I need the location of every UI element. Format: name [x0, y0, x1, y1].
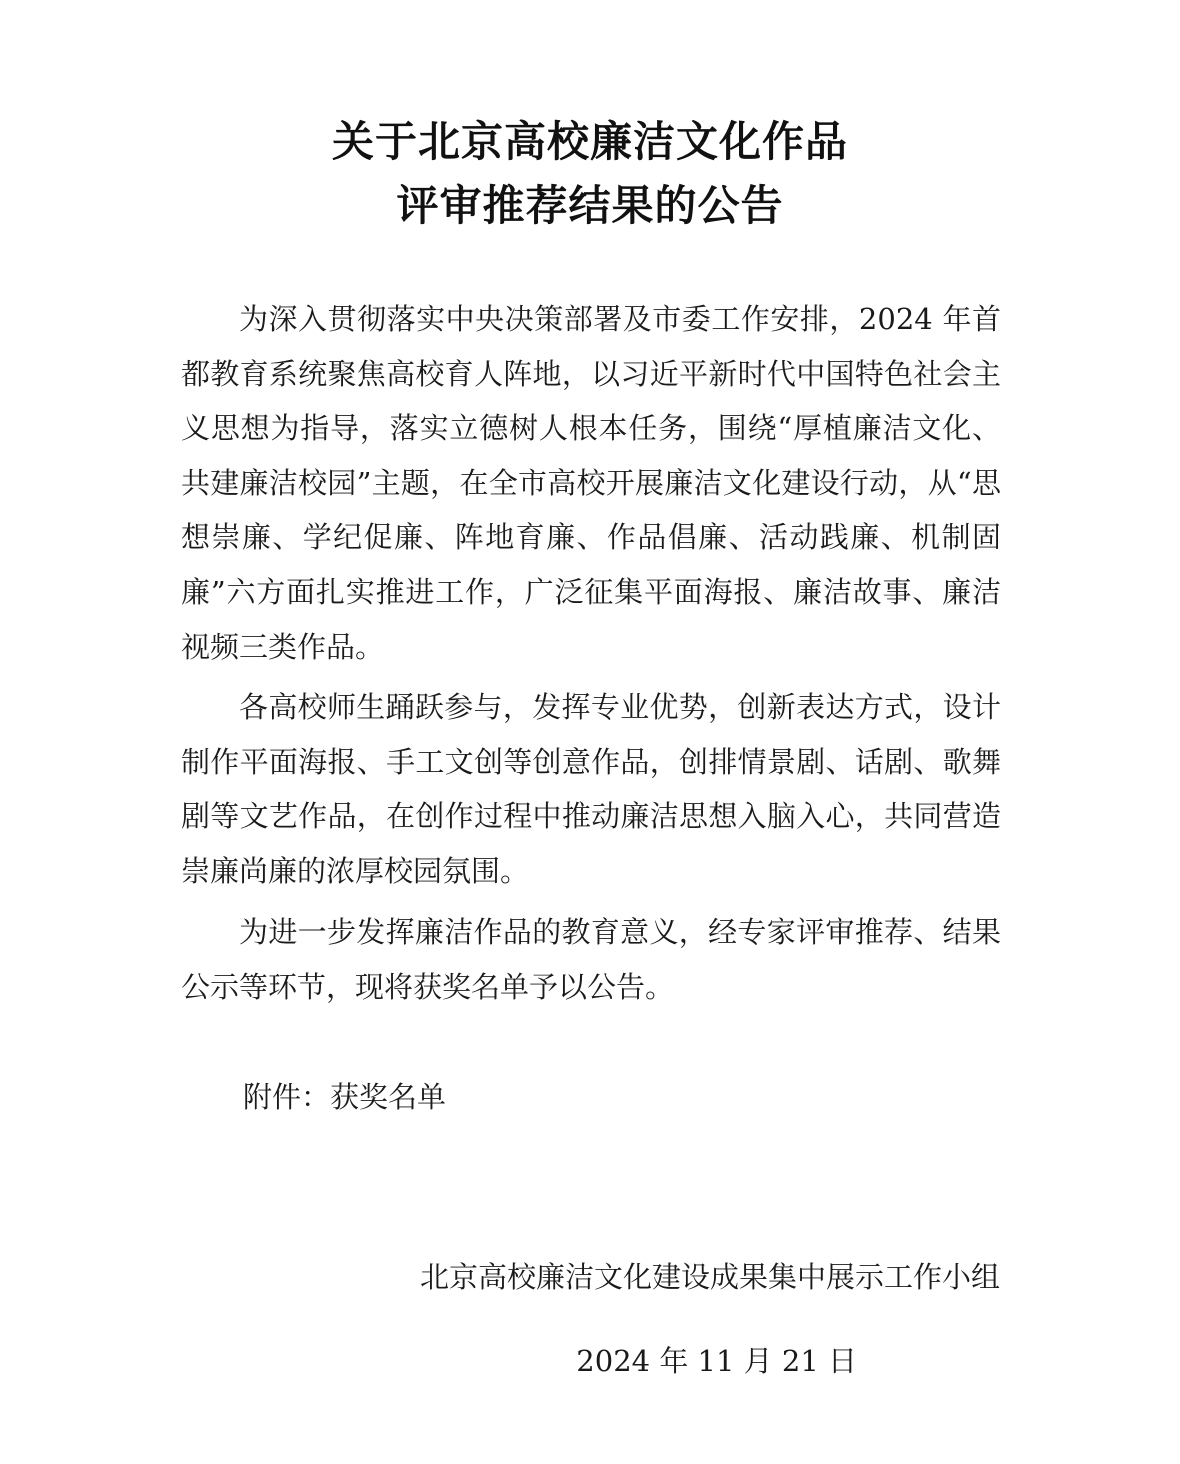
paragraph-text: 为进一步发挥廉洁作品的教育意义，经专家评审推荐、结果公示等环节，现将获奖名单予以公告。 [181, 915, 1001, 1004]
issue-date: 2024 年 11 月 21 日 [576, 1344, 857, 1378]
paragraph-text: 各高校师生踊跃参与，发挥专业优势，创新表达方式，设计制作平面海报、手工文创等创意作品，创排情景剧、话剧、歌舞剧等文艺作品，在创作过程中推动廉洁思想入脑入心，共同营造崇廉尚廉的浓厚校园氛围。 [181, 690, 1001, 888]
paragraph-text: 为深入贯彻落实中央决策部署及市委工作安排，2024 年首都教育系统聚焦高校育人阵地，以习近平新时代中国特色社会主义思想为指导，落实立德树人根本任务，围绕“厚植廉洁文化、共建廉洁校园”主题，在全市高校开展廉洁文化建设行动，从“思想崇廉、学纪促廉、阵地育廉、作品倡廉、活动践廉、机制固廉”六方面扎实推进工作，广泛征集平面海报、廉洁故事、廉洁视频三类作品。 [181, 302, 1001, 664]
body-paragraph-2 [181, 680, 1001, 898]
issuer-signature: 北京高校廉洁文化建设成果集中展示工作小组 [419, 1260, 1000, 1294]
attachment-note: 附件：获奖名单 [243, 1080, 447, 1114]
body-paragraph-3 [181, 905, 1001, 1014]
document-title-line-1: 关于北京高校廉洁文化作品 [331, 117, 848, 166]
document-title-line-2: 评审推荐结果的公告 [396, 181, 784, 230]
body-paragraph-1 [181, 292, 1001, 674]
